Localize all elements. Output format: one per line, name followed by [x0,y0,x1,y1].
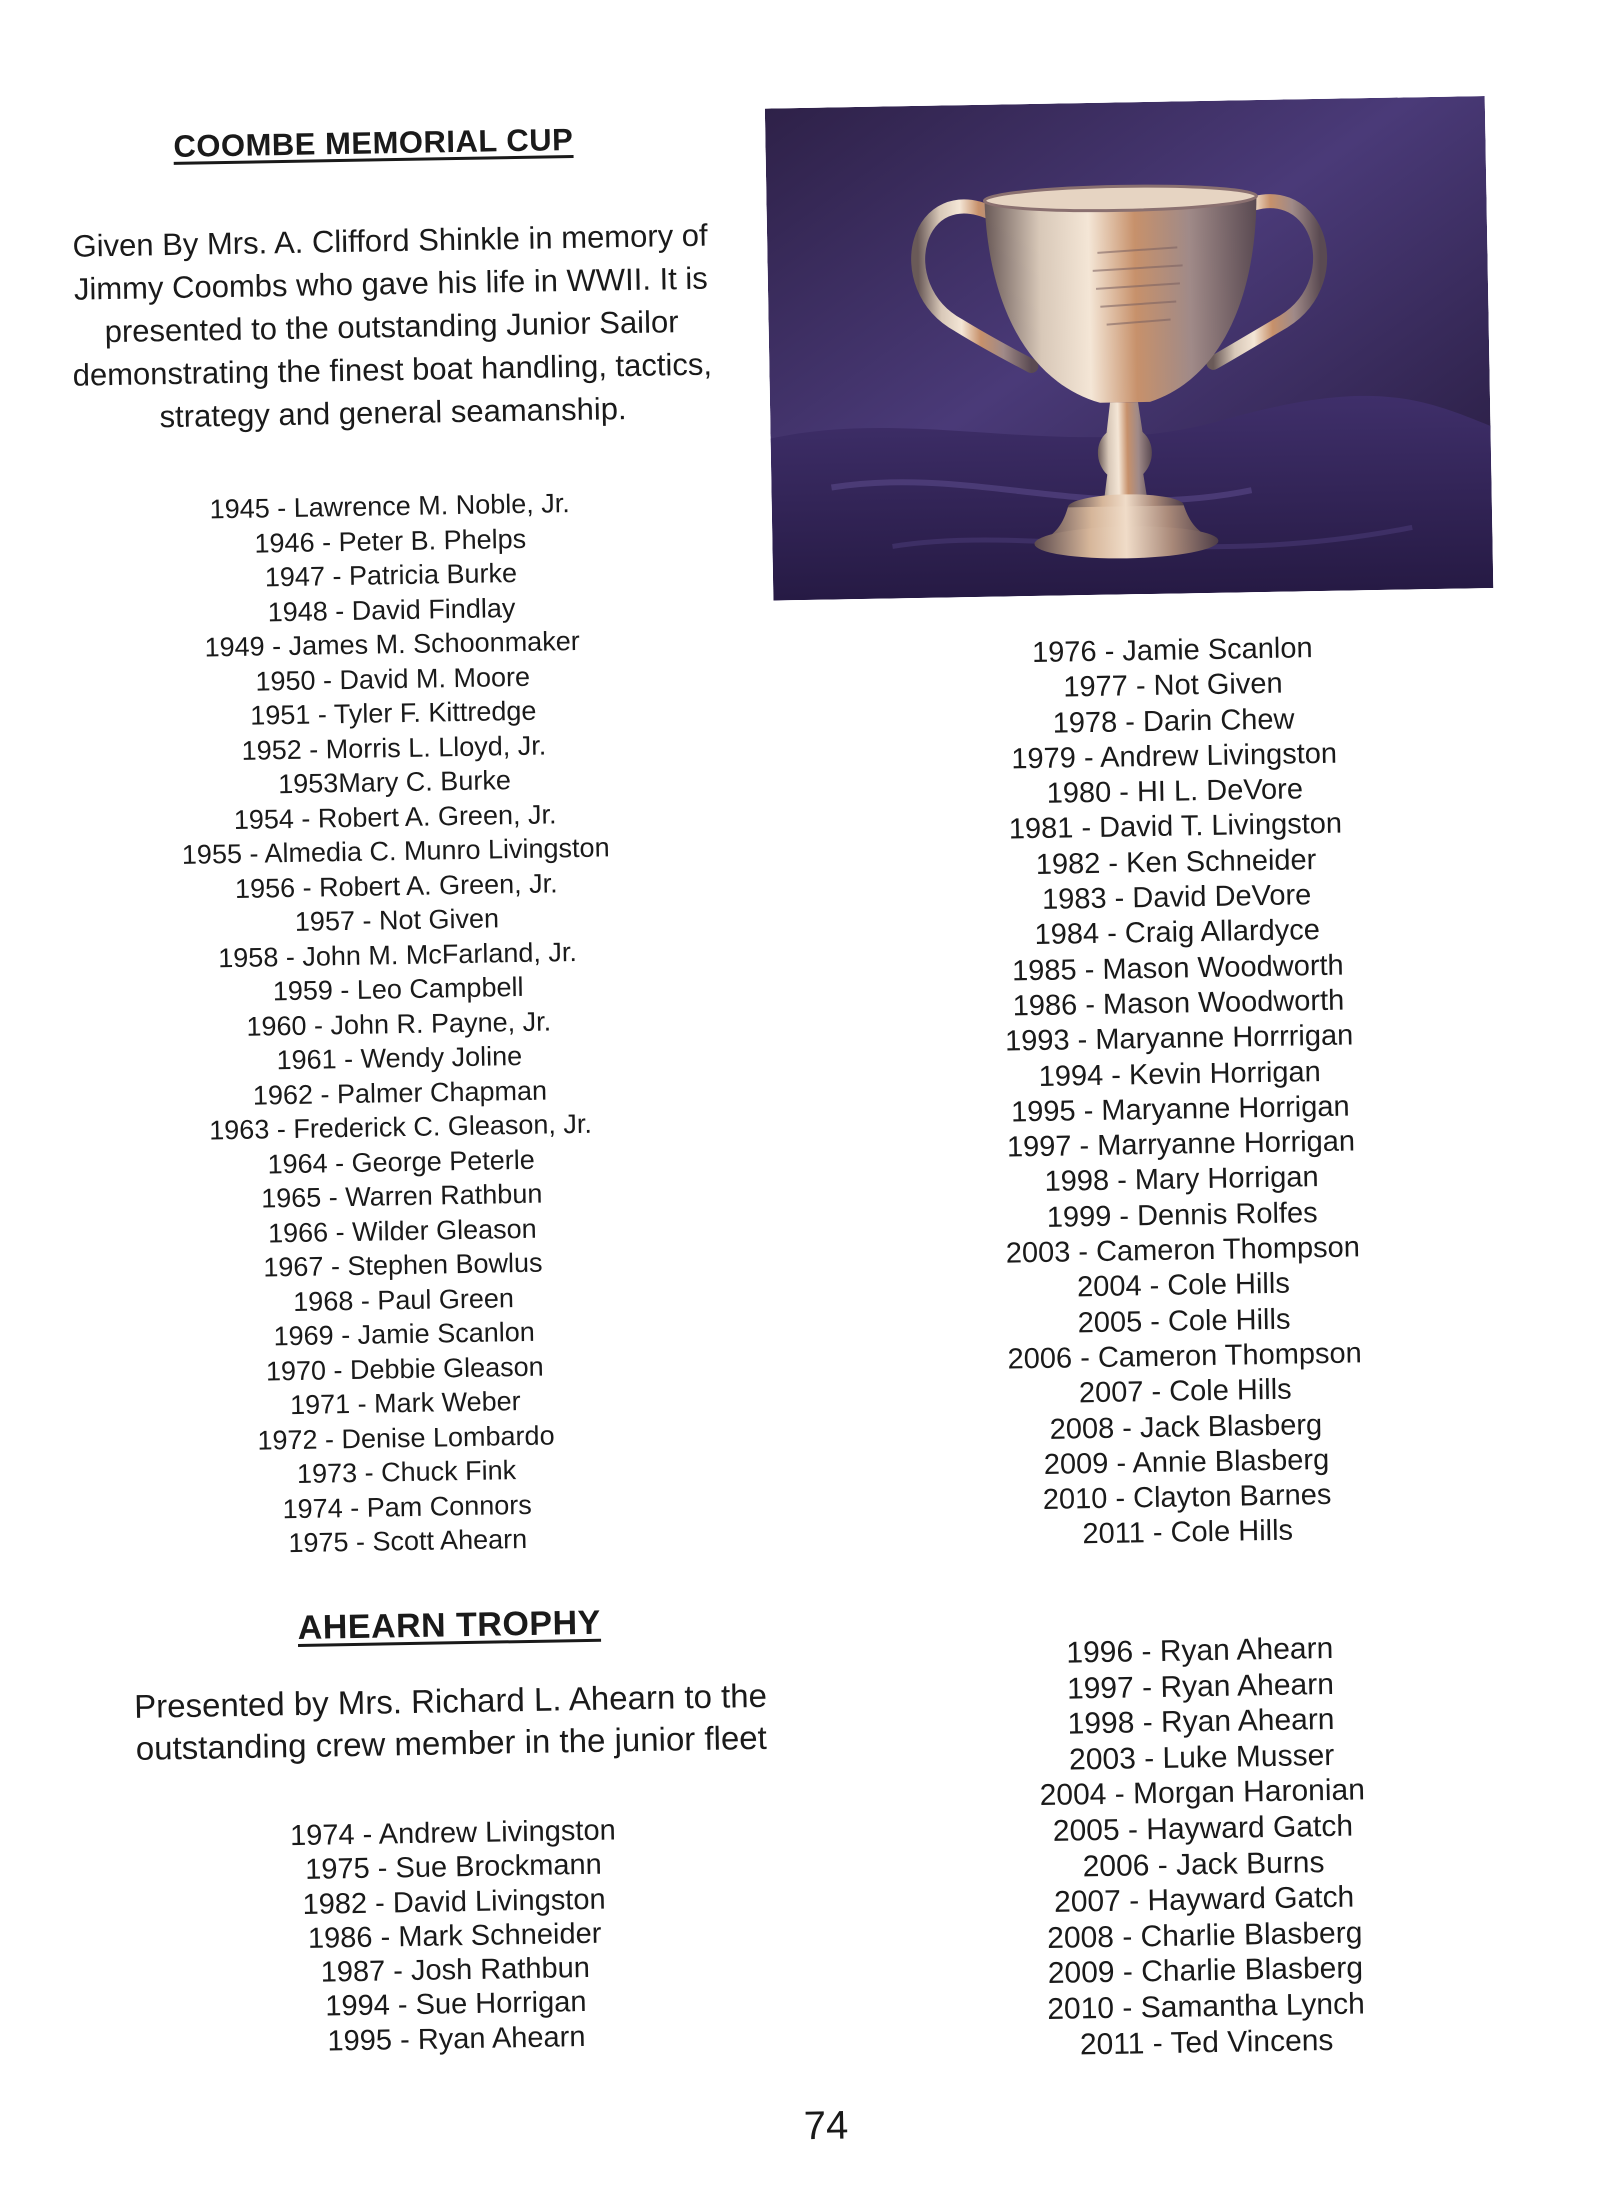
winner-entry: 2010 - Clayton Barnes [1042,1479,1332,1517]
coombe-memorial-cup-heading: COOMBE MEMORIAL CUP [173,121,574,164]
winner-entry: 1993 - Maryanne Horrrigan [1004,1019,1354,1058]
winner-entry: 1977 - Not Given [1063,667,1283,704]
winner-entry: 2009 - Charlie Blasberg [1047,1951,1364,1991]
winner-entry: 1945 - Lawrence M. Noble, Jr. [209,488,571,525]
winner-entry: 1949 - James M. Schoonmaker [204,625,580,663]
winner-entry: 1976 - Jamie Scanlon [1031,632,1313,670]
winner-entry: 1994 - Kevin Horrigan [1038,1055,1322,1093]
winner-entry: 2008 - Charlie Blasberg [1046,1916,1363,1955]
winner-entry: 2009 - Annie Blasberg [1043,1443,1330,1481]
winner-entry: 2007 - Hayward Gatch [1053,1880,1355,1919]
winner-entry: 1980 - HI L. DeVore [1046,773,1304,810]
winner-entry: 1987 - Josh Rathbun [320,1952,591,1989]
winner-entry: 2006 - Jack Burns [1082,1845,1325,1883]
winner-entry: 1998 - Mary Horrigan [1044,1161,1319,1199]
winner-entry: 1952 - Morris L. Lloyd, Jr. [241,730,547,766]
winner-entry: 1981 - David T. Livingston [1008,808,1343,846]
winner-entry: 1978 - Darin Chew [1052,703,1295,740]
page-number: 74 [803,2103,849,2149]
winner-entry: 2011 - Cole Hills [1082,1515,1294,1551]
winner-entry: 2004 - Morgan Haronian [1039,1773,1366,1813]
winner-entry: 1947 - Patricia Burke [264,558,518,593]
winner-entry: 1962 - Palmer Chapman [252,1075,548,1111]
winner-entry: 1970 - Debbie Gleason [265,1351,544,1387]
winner-entry: 1965 - Warren Rathbun [260,1178,543,1214]
winner-entry: 1974 - Pam Connors [282,1489,532,1524]
winner-entry: 1968 - Paul Green [292,1282,515,1317]
winner-entry: 1997 - Marryanne Horrigan [1006,1125,1356,1164]
ahearn-description: Presented by Mrs. Richard L. Ahearn to the outstanding crew member in the junior fleet [133,1676,768,1767]
winner-entry: 2006 - Cameron Thompson [1007,1337,1362,1376]
winner-entry: 2003 - Luke Musser [1068,1738,1335,1777]
coombe-winners-list-1976-2011 [912,629,1448,1556]
winner-entry: 2005 - Cole Hills [1077,1303,1291,1339]
winner-entry: 1957 - Not Given [294,903,500,937]
winner-entry: 1994 - Sue Horrigan [325,1986,587,2024]
winner-entry: 1986 - Mason Woodworth [1012,984,1345,1023]
winner-entry: 1958 - John M. McFarland, Jr. [217,936,578,973]
winner-entry: 1969 - Jamie Scanlon [273,1316,535,1352]
winner-entry: 1948 - David Findlay [267,592,516,627]
winner-entry: 1955 - Almedia C. Munro Livingston [181,832,610,870]
coombe-winners-list-1945-1975 [139,485,658,1563]
winner-entry: 1999 - Dennis Rolfes [1046,1196,1318,1234]
winner-entry: 2011 - Ted Vincens [1079,2023,1334,2061]
winner-entry: 1956 - Robert A. Green, Jr. [234,867,558,904]
trophy-cup-photo [765,96,1493,600]
winner-entry: 2003 - Cameron Thompson [1005,1231,1361,1270]
winner-entry: 1973 - Chuck Fink [296,1455,517,1489]
winner-entry: 1985 - Mason Woodworth [1011,949,1344,988]
winner-entry: 1972 - Denise Lombardo [257,1419,555,1456]
winner-entry: 2010 - Samantha Lynch [1047,1987,1366,2026]
winner-entry: 1946 - Peter B. Phelps [254,523,527,559]
ahearn-trophy-heading: AHEARN TROPHY [297,1603,602,1647]
coombe-description: Given By Mrs. A. Clifford Shinkle in memory of Jimmy Coombs who gave his life in WWII. It is presented to the outstanding Junior Sailor demonstrating the finest boat handling, tactics, strategy and general seamanship. [72,217,713,435]
winner-entry: 1974 - Andrew Livingston [289,1814,616,1853]
winner-entry: 1998 - Ryan Ahearn [1067,1703,1335,1741]
winner-entry: 1979 - Andrew Livingston [1011,737,1338,776]
winner-entry: 1954 - Robert A. Green, Jr. [233,798,557,835]
winner-entry: 1963 - Frederick C. Gleason, Jr. [208,1108,593,1146]
winner-entry: 1984 - Craig Allardyce [1034,914,1321,952]
winner-entry: 2007 - Cole Hills [1078,1373,1292,1410]
winner-entry: 1964 - George Peterle [267,1144,535,1179]
winner-entry: 1975 - Scott Ahearn [288,1523,528,1559]
winner-entry: 1995 - Maryanne Horrigan [1010,1090,1350,1129]
winner-entry: 1983 - David DeVore [1041,879,1312,916]
winner-entry: 1959 - Leo Campbell [272,971,524,1007]
winner-entry: 1986 - Mark Schneider [307,1917,602,1955]
winner-entry: 1967 - Stephen Bowlus [263,1247,543,1283]
winner-entry: 1995 - Ryan Ahearn [327,2020,586,2058]
ahearn-winners-list-1996-2011 [940,1629,1467,2065]
winner-entry: 1960 - John R. Payne, Jr. [246,1005,552,1042]
winner-entry: 1982 - David Livingston [302,1883,606,1921]
ahearn-winners-list-1974-1995 [193,1812,717,2061]
winner-entry: 1951 - Tyler F. Kittredge [250,695,537,731]
winner-entry: 1953Mary C. Burke [277,765,512,800]
winner-entry: 2004 - Cole Hills [1076,1267,1291,1304]
winner-entry: 1950 - David M. Moore [255,661,531,697]
winner-entry: 1982 - Ken Schneider [1035,843,1317,881]
winner-entry: 2005 - Hayward Gatch [1052,1809,1354,1848]
winner-entry: 1997 - Ryan Ahearn [1066,1667,1335,1706]
winner-entry: 1966 - Wilder Gleason [267,1213,537,1248]
winner-entry: 1975 - Sue Brockmann [304,1849,603,1887]
winner-entry: 1971 - Mark Weber [289,1386,521,1421]
winner-entry: 2008 - Jack Blasberg [1049,1408,1323,1446]
winner-entry: 1996 - Ryan Ahearn [1066,1631,1334,1670]
winner-entry: 1961 - Wendy Joline [276,1040,523,1076]
